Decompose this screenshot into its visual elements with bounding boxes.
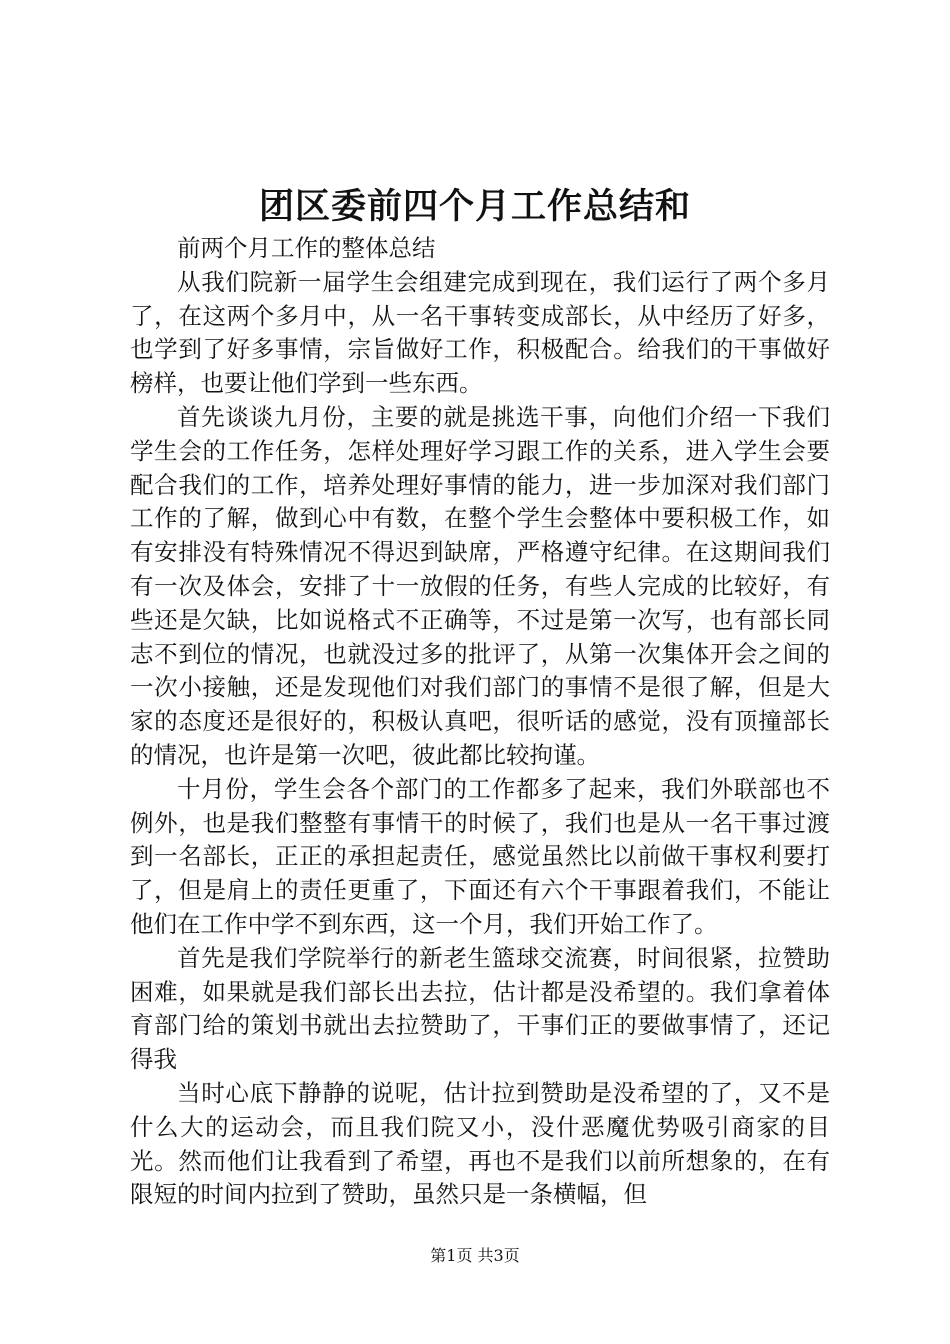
paragraph-october: 十月份，学生会各个部门的工作都多了起来，我们外联部也不例外，也是我们整整有事情干的时候了，我们也是从一名干事过渡到一名部长，正正的承担起责任，感觉虽然比以前做干事权利要打了，但是肩上的责任更重了，下面还有六个干事跟着我们，不能让他们在工作中学不到东西，这一个月，我们开始工作了。: [130, 774, 830, 938]
document-title: 团区委前四个月工作总结和: [258, 186, 691, 227]
page-number-footer: 第1页 共3页: [430, 1246, 520, 1265]
paragraph-basketball: 首先是我们学院举行的新老生篮球交流赛，时间很紧，拉赞助困难，如果就是我们部长出去拉，估计都是没希望的。我们拿着体育部门给的策划书就出去拉赞助了，干事们正的要做事情了，还记得我: [130, 943, 830, 1074]
paragraph-september: 首先谈谈九月份，主要的就是挑选干事，向他们介绍一下我们学生会的工作任务，怎样处理好学习跟工作的关系，进入学生会要配合我们的工作，培养处理好事情的能力，进一步加深对我们部门工作的了解，做到心中有数，在整个学生会整体中要积极工作，如有安排没有特殊情况不得迟到缺席，严格遵守纪律。在这期间我们有一次及体会，安排了十一放假的任务，有些人完成的比较好，有些还是欠缺，比如说格式不正确等，不过是第一次写，也有部长同志不到位的情况，也就没过多的批评了，从第一次集体开会之间的一次小接触，还是发现他们对我们部门的事情不是很了解，但是大家的态度还是很好的，积极认真吧，很听话的感觉，没有顶撞部长的情况，也许是第一次吧，彼此都比较拘谨。: [130, 402, 830, 769]
paragraph-section-heading: 前两个月工作的整体总结: [177, 234, 436, 262]
paragraph-intro: 从我们院新一届学生会组建完成到现在，我们运行了两个多月了，在这两个多月中，从一名干事转变成部长，从中经历了好多，也学到了好多事情，宗旨做好工作，积极配合。给我们的干事做好榜样，也要让他们学到一些东西。: [130, 267, 830, 398]
document-body: [130, 232, 830, 1212]
paragraph-sponsorship: 当时心底下静静的说呢，估计拉到赞助是没希望的了，又不是什么大的运动会，而且我们院又小，没什恶魔优势吸引商家的目光。然而他们让我看到了希望，再也不是我们以前所想象的，在有限短的时间内拉到了赞助，虽然只是一条横幅，但: [130, 1078, 830, 1209]
